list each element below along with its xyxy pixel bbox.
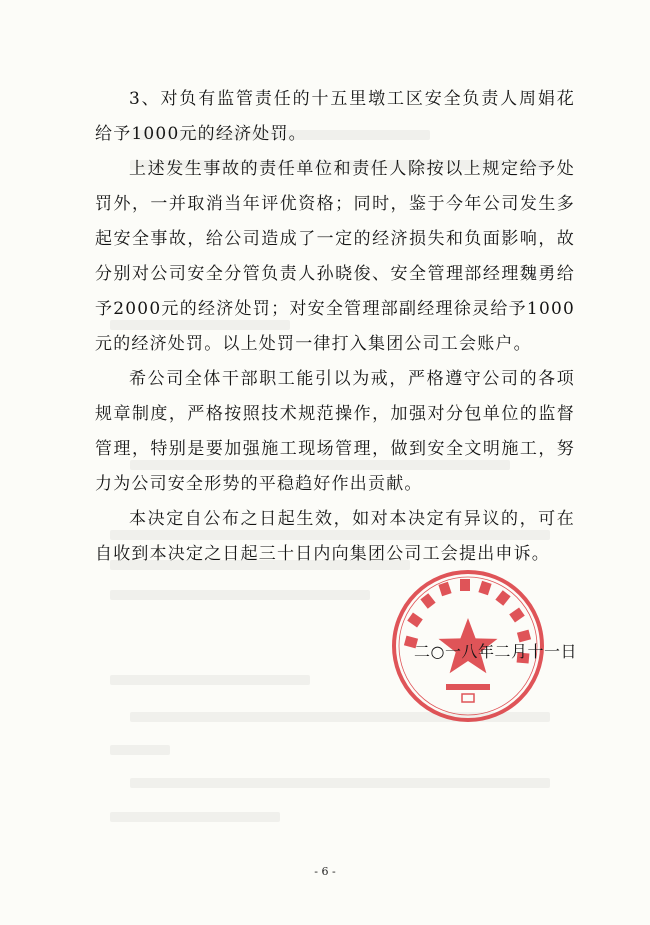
bleed-through-mark (110, 590, 370, 600)
paragraph-appeal-to-staff: 希公司全体干部职工能引以为戒，严格遵守公司的各项规章制度，严格按照技术规范操作，加强对分包单位的监督管理，特别是要加强施工现场管理，做到安全文明施工，努力为公司安全形势的平稳趋好作出贡献。 (95, 369, 575, 494)
document-body (95, 82, 575, 572)
bleed-through-mark (110, 812, 280, 822)
paragraph-penalty-item-3: 3、对负有监管责任的十五里墩工区安全负责人周娟花给予1000元的经济处罚。 (95, 89, 575, 144)
bleed-through-mark (110, 745, 170, 755)
seal-bottom-mark (462, 694, 474, 702)
bleed-through-mark (110, 675, 310, 685)
issue-date: 二○一八年二月十一日 (414, 642, 577, 661)
bleed-through-mark (130, 778, 550, 788)
paragraph-additional-penalties: 上述发生事故的责任单位和责任人除按以上规定给予处罚外，一并取消当年评优资格；同时，鉴于今年公司发生多起安全事故，给公司造成了一定的经济损失和负面影响，故分别对公司安全分管负责人孙晓俊、安全管理部经理魏勇给予2000元的经济处罚；对安全管理部副经理徐灵给予1000元的经济处罚。以上处罚一律打入集团公司工会账户。 (95, 159, 575, 354)
seal-code-strip (446, 684, 490, 690)
page-number: - 6 - (314, 865, 336, 878)
paragraph-effective-date: 本决定自公布之日起生效，如对本决定有异议的，可在自收到本决定之日起三十日内向集团公司工会提出申诉。 (95, 509, 575, 564)
